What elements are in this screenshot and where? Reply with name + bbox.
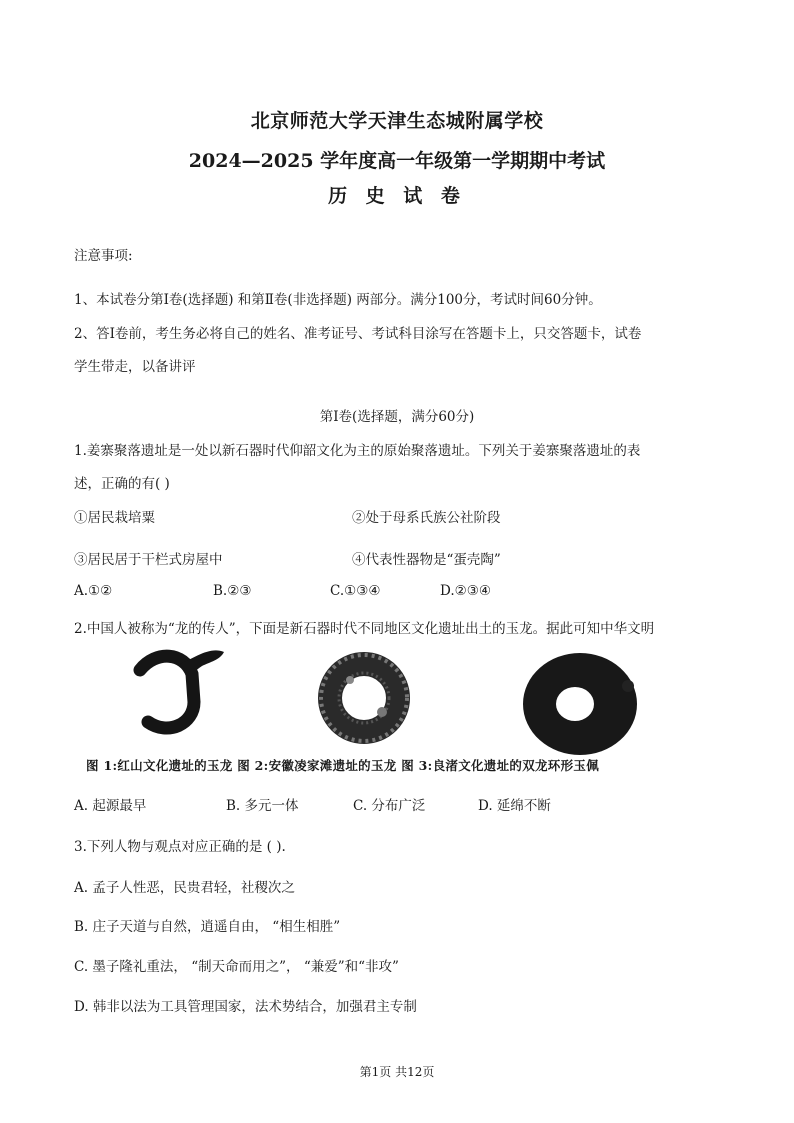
exam-title: 2024—2025 学年度高一年级第一学期期中考试 <box>188 150 606 172</box>
q3-option-b: B. 庄子天道与自然，逍遥自由， “相生相胜” <box>74 919 341 935</box>
notice-item-2-line-1: 2、答Ⅰ卷前，考生务必将自己的姓名、准考证号、考试科目涂写在答题卡上，只交答题卡，试卷 <box>74 326 642 342</box>
q1-stem-line-1: 1.姜寨聚落遗址是一处以新石器时代仰韶文化为主的原始聚落遗址。下列关于姜寨聚落遗址的表 <box>74 443 641 459</box>
school-title: 北京师范大学天津生态城附属学校 <box>250 110 544 132</box>
liangzhu-double-dragon-pendant-image <box>520 650 642 758</box>
q2-stem: 2.中国人被称为“龙的传人”，下面是新石器时代不同地区文化遗址出土的玉龙。据此可知中华文明 <box>74 621 655 637</box>
q1-option-d: D.②③④ <box>440 583 491 599</box>
q2-option-a: A. 起源最早 <box>74 798 147 814</box>
q1-statement-2: ②处于母系氏族公社阶段 <box>352 510 501 526</box>
lingjiatan-jade-dragon-image <box>316 650 412 746</box>
q3-option-d: D. 韩非以法为工具管理国家，法术势结合，加强君主专制 <box>74 999 417 1015</box>
q1-statement-4: ④代表性器物是“蛋壳陶” <box>352 552 501 568</box>
q2-option-b: B. 多元一体 <box>226 798 299 814</box>
figure-caption: 图 1:红山文化遗址的玉龙 图 2:安徽凌家滩遗址的玉龙 图 3:良渚文化遗址的双龙环形玉佩 <box>86 758 599 773</box>
notice-title: 注意事项: <box>74 248 133 264</box>
page-number: 第1页 共12页 <box>359 1065 435 1079</box>
q1-option-b: B.②③ <box>213 583 252 599</box>
q1-statement-3: ③居民居于干栏式房屋中 <box>74 552 223 568</box>
subject-title: 历 史 试 卷 <box>328 185 466 207</box>
q2-option-d: D. 延绵不断 <box>478 798 551 814</box>
q1-stem-line-2: 述，正确的有( ) <box>74 476 170 492</box>
section-title: 第Ⅰ卷(选择题，满分60分) <box>319 409 475 425</box>
hongshan-jade-dragon-image <box>122 640 232 740</box>
q1-option-c: C.①③④ <box>330 583 381 599</box>
q3-option-a: A. 孟子人性恶，民贵君轻，社稷次之 <box>74 880 295 896</box>
q1-option-a: A.①② <box>74 583 113 599</box>
q3-stem: 3.下列人物与观点对应正确的是 ( ). <box>74 839 286 855</box>
notice-item-2-line-2: 学生带走，以备讲评 <box>74 359 196 375</box>
q3-option-c: C. 墨子隆礼重法， “制天命而用之”， “兼爱”和“非攻” <box>74 959 399 975</box>
q1-statement-1: ①居民栽培粟 <box>74 510 155 526</box>
notice-item-1: 1、本试卷分第Ⅰ卷(选择题) 和第Ⅱ卷(非选择题) 两部分。满分100分，考试时间60分钟。 <box>74 292 602 308</box>
q2-option-c: C. 分布广泛 <box>353 798 426 814</box>
